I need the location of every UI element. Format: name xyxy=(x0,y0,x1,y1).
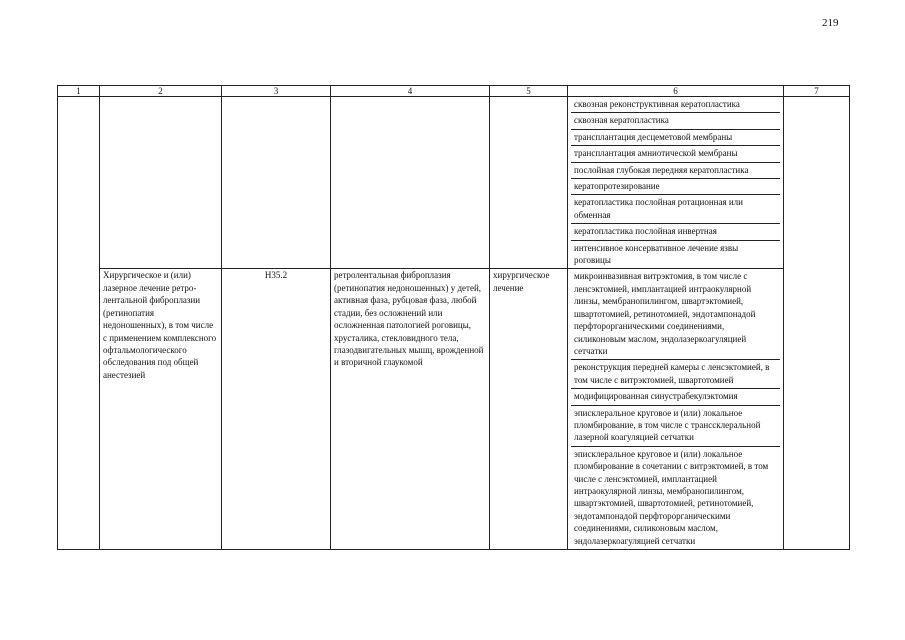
cell-methods-continued xyxy=(568,97,784,269)
method-item: эписклеральное круговое и (или) локальное пломбирование в сочетании с витрэктомией, в том числе с ленсэктомией, имплантацией интраокулярной линзы, мембранопилингом, швартэктомией, швартотомией, ретинотомией, эндотампонадой перфторорганическими соединениями, силиконовым маслом, эндолазеркоагуляцией сетчатки xyxy=(574,448,769,546)
method-item: трансплантация амниотической мембраны xyxy=(571,146,780,162)
cell-code-empty xyxy=(222,97,331,269)
method-item: эписклеральное круговое и (или) локальное пломбирование, в том числе с транссклеральной лазерной коагуляцией сетчатки xyxy=(571,406,780,447)
method-item: кератопротезирование xyxy=(571,179,780,195)
column-number-4: 4 xyxy=(331,86,490,97)
method-item: сквозная кератопластика xyxy=(571,113,780,129)
table-row-entry xyxy=(58,269,850,550)
method-item: трансплантация десцеметовой мембраны xyxy=(571,130,780,146)
page-number: 219 xyxy=(822,17,839,29)
method-item: кератопластика послойная ротационная или обменная xyxy=(571,195,780,224)
table-row-continued xyxy=(58,97,850,269)
cell-model-empty xyxy=(331,97,490,269)
column-number-7: 7 xyxy=(784,86,850,97)
method-item: сквозная реконструктивная кератопластика xyxy=(571,97,780,113)
cell-methods-entry xyxy=(568,269,784,550)
method-item: микроинвазивная витрэктомия, в том числе с ленсэктомией, имплантацией интраокулярной линзы, мембранопилингом, швартэктомией, швартотомией, ретинотомией, эндотампонадой перфторорганическими соединениями, силиконовым маслом, эндолазеркоагуляцией сетчатки xyxy=(571,269,780,360)
method-item: интенсивное консервативное лечение язвы роговицы xyxy=(574,242,739,266)
medical-care-table xyxy=(57,85,850,550)
method-item: реконструкция передней камеры с ленсэктомией, в том числе с витрэктомией, швартотомией xyxy=(571,360,780,389)
cell-treatment-type: хирургическое лечение xyxy=(490,269,568,550)
column-number-5: 5 xyxy=(490,86,568,97)
column-number-row xyxy=(58,86,850,97)
method-item: модифицированная синустрабекулэктомия xyxy=(571,389,780,405)
cell-norm xyxy=(784,97,850,550)
cell-row-number xyxy=(58,97,100,550)
cell-patient-model: ретролентальная фиброплазия (ретинопатия недоношенных) у детей, активная фаза, рубцовая фаза, любой стадии, без осложнений или осложненная патологией роговицы, хрусталика, стекловидного тела, глазодвигательных мышц, врожденной и вторичной глаукомой xyxy=(331,269,490,550)
column-number-1: 1 xyxy=(58,86,100,97)
method-item: послойная глубокая передняя кератопластика xyxy=(571,163,780,179)
cell-icd-code: H35.2 xyxy=(222,269,331,550)
column-number-2: 2 xyxy=(100,86,222,97)
column-number-6: 6 xyxy=(568,86,784,97)
cell-type-empty xyxy=(490,97,568,269)
column-number-3: 3 xyxy=(222,86,331,97)
cell-care-name: Хирургическое и (или) лазерное лечение ретро-лентальной фиброплазии (ретинопатия недоношенных), в том числе с применением комплексного офтальмологического обследования под общей анестезией xyxy=(100,269,222,550)
method-item: кератопластика послойная инвертная xyxy=(571,224,780,240)
cell-name-empty xyxy=(100,97,222,269)
